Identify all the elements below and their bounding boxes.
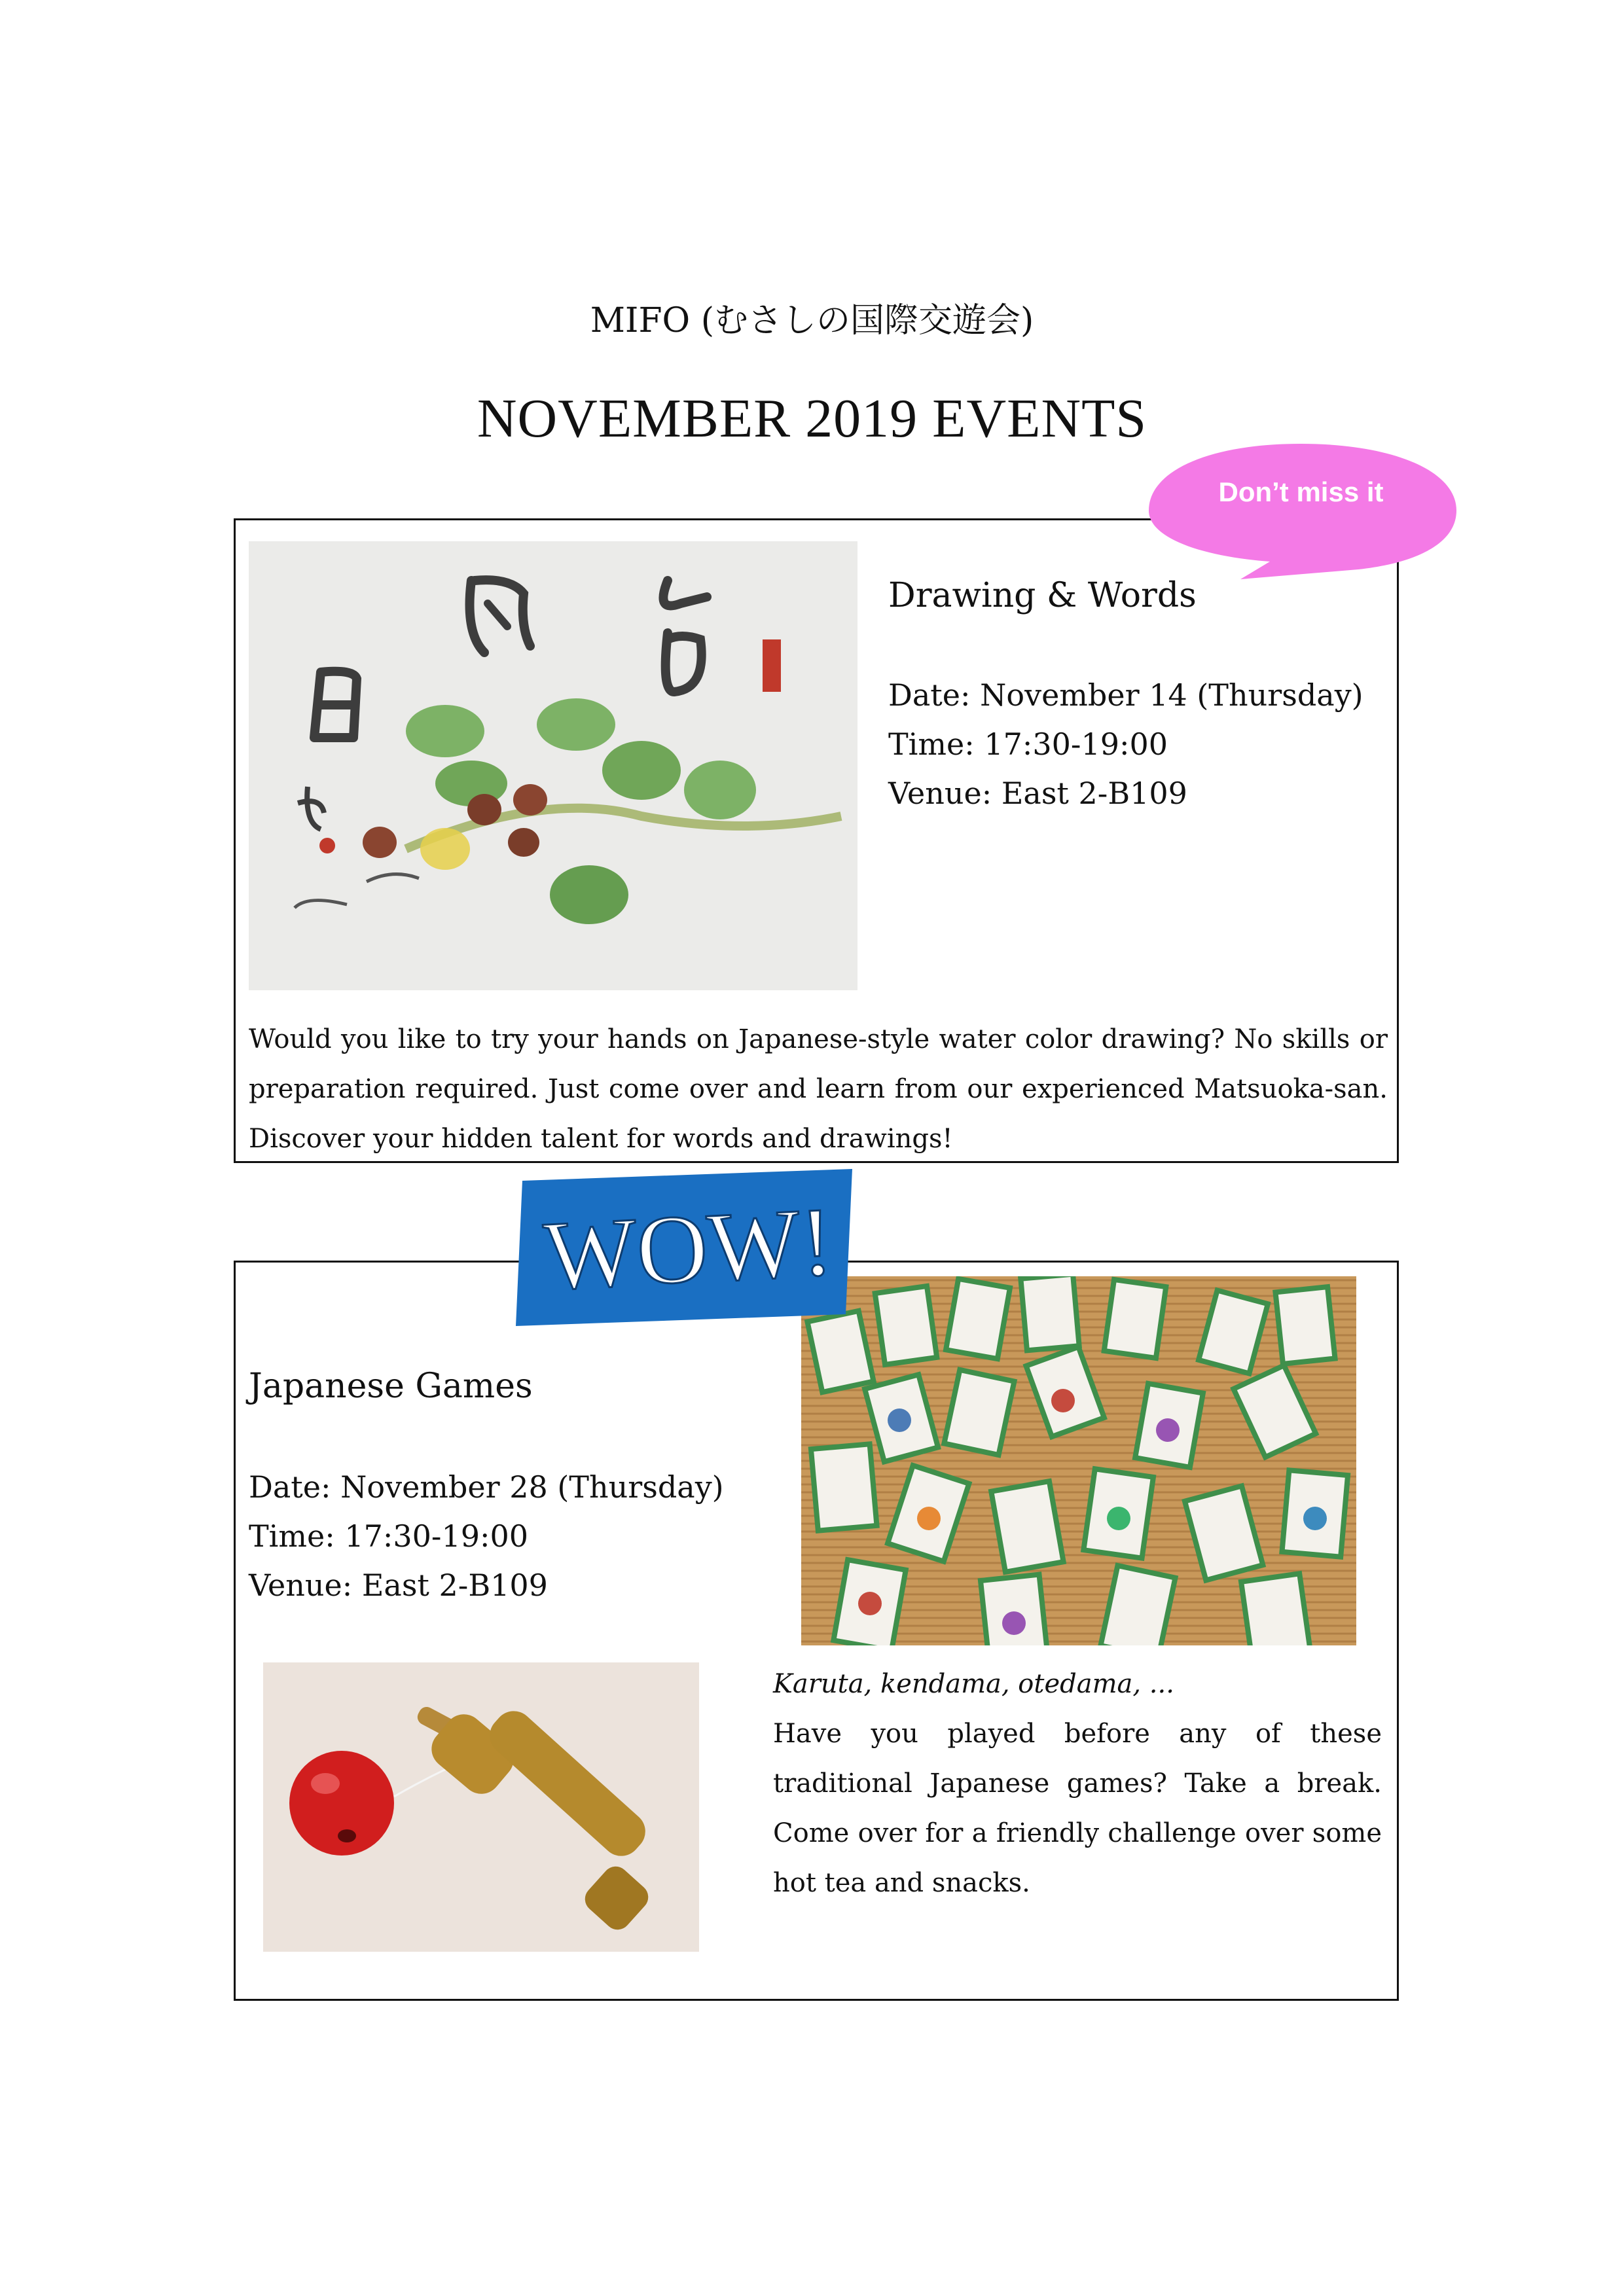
svg-text:WOW!: WOW!	[541, 1187, 836, 1311]
event-description: Have you played before any of these traditional Japanese games? Take a break. Come over for a friendly challenge over some hot tea and snacks.	[773, 1719, 1382, 1898]
organization-title: MIFO (むさしの国際交遊会)	[590, 301, 1034, 340]
event-venue: Venue: East 2-B109	[249, 1568, 548, 1603]
kendama-photo	[263, 1662, 699, 1952]
event-title: Drawing & Words	[888, 576, 1197, 615]
event-title: Japanese Games	[249, 1367, 533, 1406]
games-list: Karuta, kendama, otedama, ...	[773, 1669, 1174, 1699]
event-time: Time: 17:30-19:00	[249, 1518, 529, 1554]
wow-badge	[513, 1165, 860, 1330]
event-date: Date: November 28 (Thursday)	[249, 1469, 724, 1505]
speech-bubble-label: Don’t miss it	[1218, 476, 1384, 507]
event-venue: Venue: East 2-B109	[888, 776, 1187, 811]
event-date: Date: November 14 (Thursday)	[888, 677, 1363, 713]
event-time: Time: 17:30-19:00	[888, 726, 1168, 762]
page-title: NOVEMBER 2019 EVENTS	[477, 388, 1147, 449]
karuta-photo	[801, 1276, 1356, 1645]
event-details	[888, 671, 1363, 818]
drawing-photo	[249, 541, 857, 990]
event-description: Would you like to try your hands on Japanese-style water color drawing? No skills or preparation required. Just come over and learn from our experienced Matsuoka-san. Discover your hidden talent for words and drawings!	[249, 1024, 1388, 1154]
event-details	[249, 1463, 724, 1610]
